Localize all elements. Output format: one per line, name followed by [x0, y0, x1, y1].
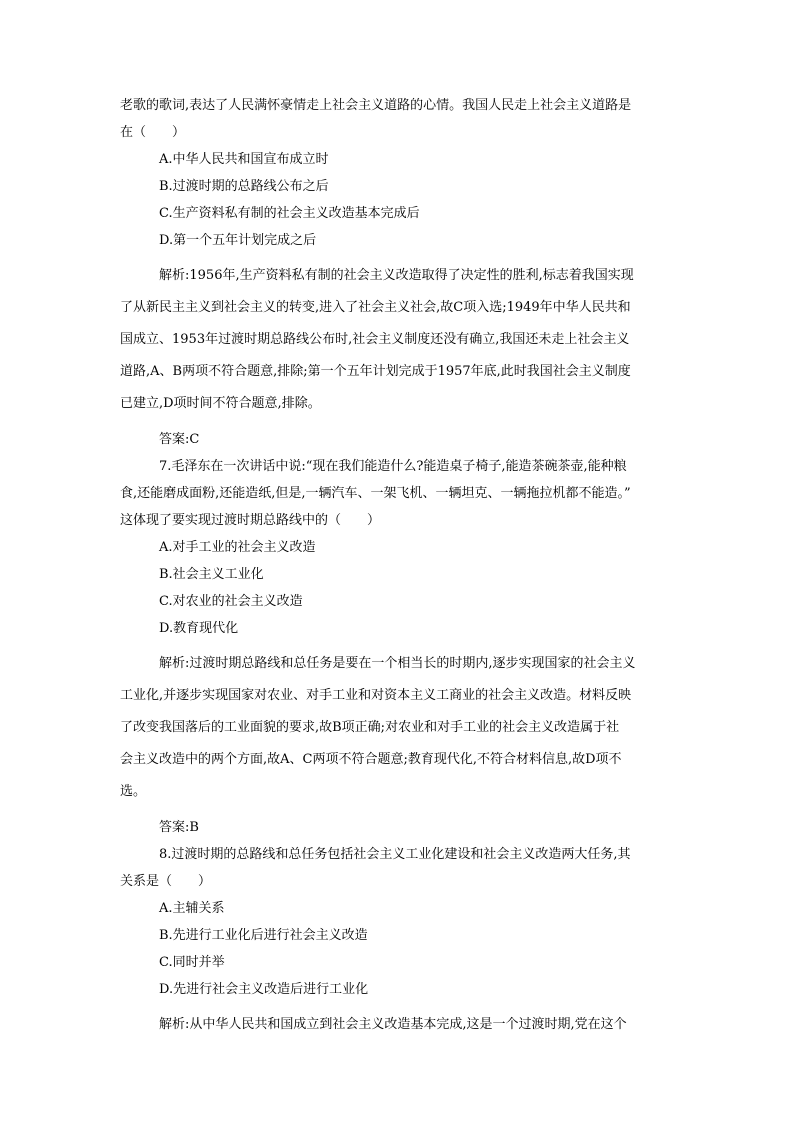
question-8-option-c: C.同时并举 — [159, 955, 225, 970]
question-8-option-a: A.主辅关系 — [159, 901, 225, 916]
question-8 — [120, 841, 675, 1041]
question-8-stem-line-1: 8.过渡时期的总路线和总任务包括社会主义工业化建设和社会主义改造两大任务,其 — [159, 847, 631, 862]
explanation-line: 道路,A、B两项不符合题意,排除;第一个五年计划完成于1957年底,此时我国社会主义制度 — [120, 364, 631, 379]
question-6-answer: 答案:C — [159, 432, 200, 447]
question-6-stem-line-2: 在（ ） — [120, 125, 186, 140]
question-7-option-c: C.对农业的社会主义改造 — [159, 594, 303, 609]
question-8-option-b: B.先进行工业化后进行社会主义改造 — [159, 928, 368, 943]
question-7-stem-line-1: 7.毛泽东在一次讲话中说:“现在我们能造什么?能造桌子椅子,能造茶碗茶壶,能种粮 — [159, 459, 627, 474]
question-8-option-d: D.先进行社会主义改造后进行工业化 — [159, 982, 369, 997]
question-6-stem-line-1: 老歌的歌词,表达了人民满怀豪情走上社会主义道路的心情。我国人民走上社会主义道路是 — [120, 98, 632, 113]
explanation-line: 解析:过渡时期总路线和总任务是要在一个相当长的时期内,逐步实现国家的社会主义 — [159, 656, 636, 671]
document-page — [120, 92, 675, 1041]
explanation-line: 会主义改造中的两个方面,故A、C两项不符合题意;教育现代化,不符合材料信息,故D项不 — [120, 752, 622, 767]
question-7-stem-line-3: 这体现了要实现过渡时期总路线中的（ ） — [120, 513, 381, 528]
question-7-option-a: A.对手工业的社会主义改造 — [159, 540, 316, 555]
question-7 — [120, 453, 675, 841]
question-6-option-c: C.生产资料私有制的社会主义改造基本完成后 — [159, 206, 420, 221]
explanation-line: 已建立,D项时间不符合题意,排除。 — [120, 396, 321, 411]
question-6-option-d: D.第一个五年计划完成之后 — [159, 233, 317, 248]
question-8-stem-line-2: 关系是（ ） — [120, 874, 212, 889]
question-6-option-a: A.中华人民共和国宣布成立时 — [159, 152, 329, 167]
question-7-option-b: B.社会主义工业化 — [159, 567, 264, 582]
question-7-explanation — [120, 648, 675, 808]
explanation-line: 工业化,并逐步实现国家对农业、对手工业和对资本主义工商业的社会主义改造。材料反映 — [120, 688, 632, 703]
question-8-explanation-line-1: 解析:从中华人民共和国成立到社会主义改造基本完成,这是一个过渡时期,党在这个 — [159, 1017, 627, 1032]
explanation-line: 选。 — [120, 784, 147, 799]
question-7-option-d: D.教育现代化 — [159, 621, 239, 636]
explanation-line: 了从新民主主义到社会主义的转变,进入了社会主义社会,故C项入选;1949年中华人民共和 — [120, 300, 631, 315]
explanation-line: 国成立、1953年过渡时期总路线公布时,社会主义制度还没有确立,我国还未走上社会主义 — [120, 332, 630, 347]
question-7-answer: 答案:B — [159, 820, 199, 835]
question-6-option-b: B.过渡时期的总路线公布之后 — [159, 179, 329, 194]
explanation-line: 了改变我国落后的工业面貌的要求,故B项正确;对农业和对手工业的社会主义改造属于社 — [120, 720, 620, 735]
explanation-line: 解析:1956年,生产资料私有制的社会主义改造取得了决定性的胜利,标志着我国实现 — [159, 268, 634, 283]
question-6-explanation — [120, 260, 675, 420]
question-6 — [120, 92, 675, 453]
question-7-stem-line-2: 食,还能磨成面粉,还能造纸,但是,一辆汽车、一架飞机、一辆坦克、一辆拖拉机都不能造。” — [120, 486, 631, 501]
